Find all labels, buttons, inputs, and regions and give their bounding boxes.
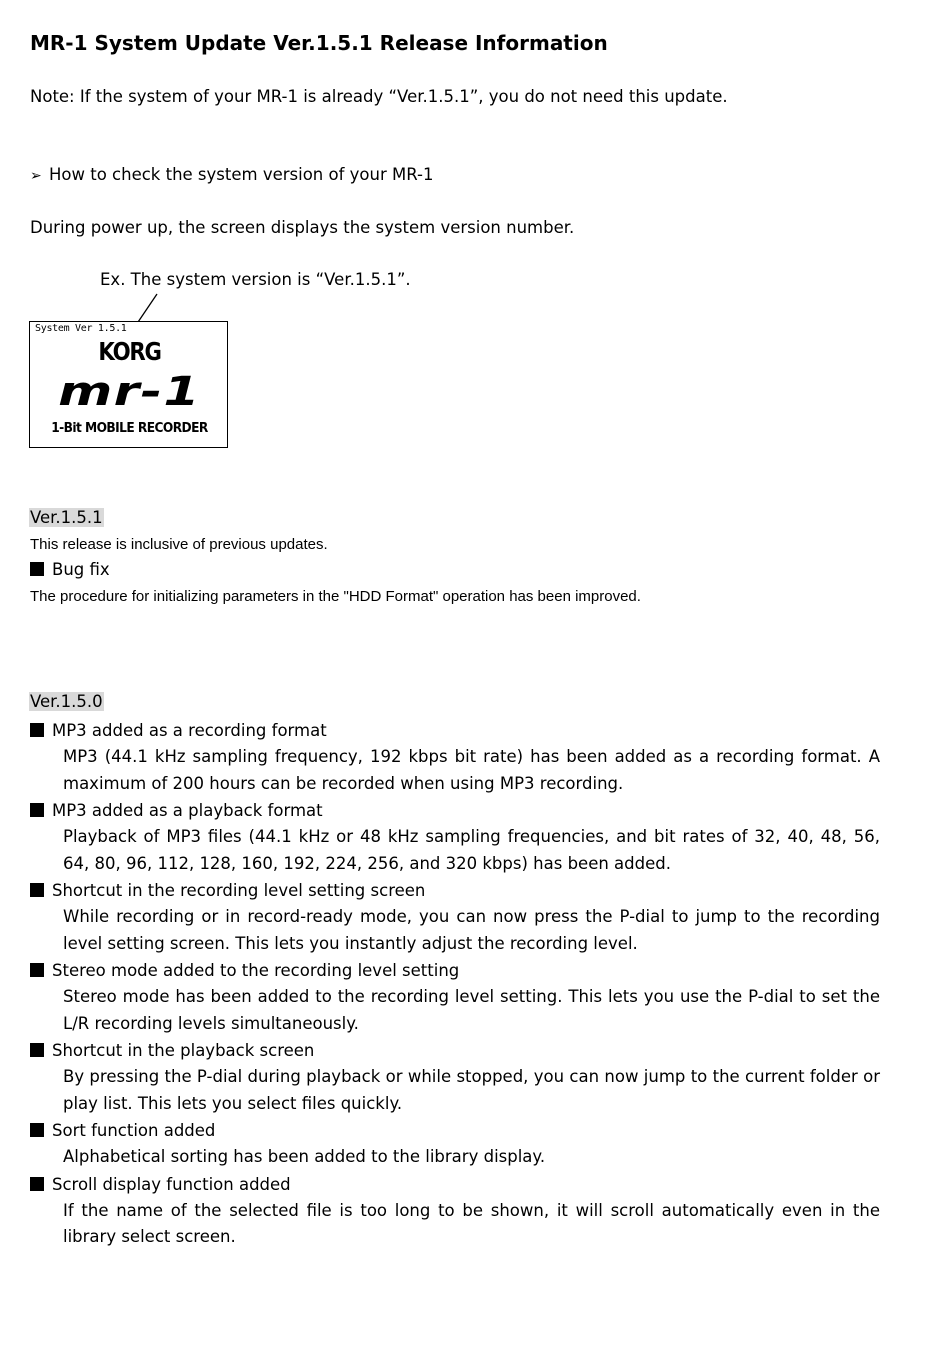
square-bullet-icon [30, 562, 44, 576]
list-item [30, 958, 880, 1037]
lcd-tagline: 1-Bit MOBILE RECORDER [51, 421, 208, 436]
powerup-text: During power up, the screen displays the system version number. [30, 218, 575, 237]
feature-heading [30, 1118, 880, 1144]
bug-fix-heading-text: Bug fix [52, 560, 110, 579]
feature-heading-text: Shortcut in the recording level setting screen [52, 881, 426, 900]
square-bullet-icon [30, 1177, 44, 1191]
feature-description: Alphabetical sorting has been added to the library display. [63, 1147, 546, 1166]
square-bullet-icon [30, 803, 44, 817]
feature-heading-text: Stereo mode added to the recording level setting [52, 961, 460, 980]
feature-heading [30, 718, 880, 744]
square-bullet-icon [30, 883, 44, 897]
square-bullet-icon [30, 1043, 44, 1057]
list-item [30, 1172, 880, 1251]
right-arrowhead-icon: ➢ [30, 168, 42, 184]
feature-heading [30, 958, 880, 984]
feature-heading [30, 798, 880, 824]
feature-heading [30, 1172, 880, 1198]
ver151-inclusive-text: This release is inclusive of previous updates. [30, 536, 328, 553]
feature-heading-text: Shortcut in the playback screen [52, 1041, 315, 1060]
version-label-151 [29, 508, 104, 527]
feature-description: While recording or in record-ready mode, you can now press the P-dial to jump to the recording level setting screen. This lets you instantly adjust the recording level. [63, 907, 880, 953]
update-note: Note: If the system of your MR-1 is already “Ver.1.5.1”, you do not need this update. [30, 87, 728, 106]
feature-description: If the name of the selected file is too long to be shown, it will scroll automatically even in the library select screen. [63, 1200, 880, 1246]
feature-heading-text: Sort function added [52, 1121, 216, 1140]
howto-heading [30, 165, 433, 184]
feature-description: By pressing the P-dial during playback or while stopped, you can now jump to the current folder or play list. This lets you select files quickly. [63, 1067, 880, 1113]
mr1-logo: mr-1 [58, 369, 201, 415]
feature-heading-text: MP3 added as a recording format [52, 721, 327, 740]
list-item [30, 1118, 880, 1171]
howto-text: How to check the system version of your MR-1 [49, 165, 434, 184]
version-label-151-text: Ver.1.5.1 [30, 508, 103, 527]
feature-heading [30, 1038, 880, 1064]
feature-description: MP3 (44.1 kHz sampling frequency, 192 kbps bit rate) has been added as a recording format. A maximum of 200 hours can be recorded when using MP3 recording. [63, 747, 880, 793]
feature-description: Playback of MP3 files (44.1 kHz or 48 kHz sampling frequencies, and bit rates of 32, 40, 48, 56, 64, 80, 96, 112, 128, 160, 192, 224, 256, and 320 kbps) has been added. [63, 827, 880, 873]
list-item [30, 798, 880, 877]
korg-logo: KORG [98, 337, 161, 366]
feature-heading [30, 878, 880, 904]
list-item [30, 878, 880, 957]
feature-heading-text: MP3 added as a playback format [52, 801, 323, 820]
square-bullet-icon [30, 1123, 44, 1137]
square-bullet-icon [30, 963, 44, 977]
list-item [30, 1038, 880, 1117]
version-label-150-text: Ver.1.5.0 [30, 692, 103, 711]
feature-heading-text: Scroll display function added [52, 1174, 291, 1194]
ver150-feature-list [30, 718, 880, 1252]
lcd-screen-image [29, 321, 228, 448]
lcd-system-version: System Ver 1.5.1 [35, 323, 127, 334]
ver151-bug-fix-text: The procedure for initializing parameters in the "HDD Format" operation has been improved. [30, 588, 641, 605]
ver151-bug-fix-heading [30, 560, 110, 579]
list-item [30, 718, 880, 797]
document-title: MR-1 System Update Ver.1.5.1 Release Information [30, 31, 608, 55]
feature-description: Stereo mode has been added to the recording level setting. This lets you use the P-dial to set the L/R recording levels simultaneously. [63, 987, 880, 1033]
square-bullet-icon [30, 723, 44, 737]
version-label-150 [29, 692, 104, 711]
example-text: Ex. The system version is “Ver.1.5.1”. [100, 270, 411, 289]
